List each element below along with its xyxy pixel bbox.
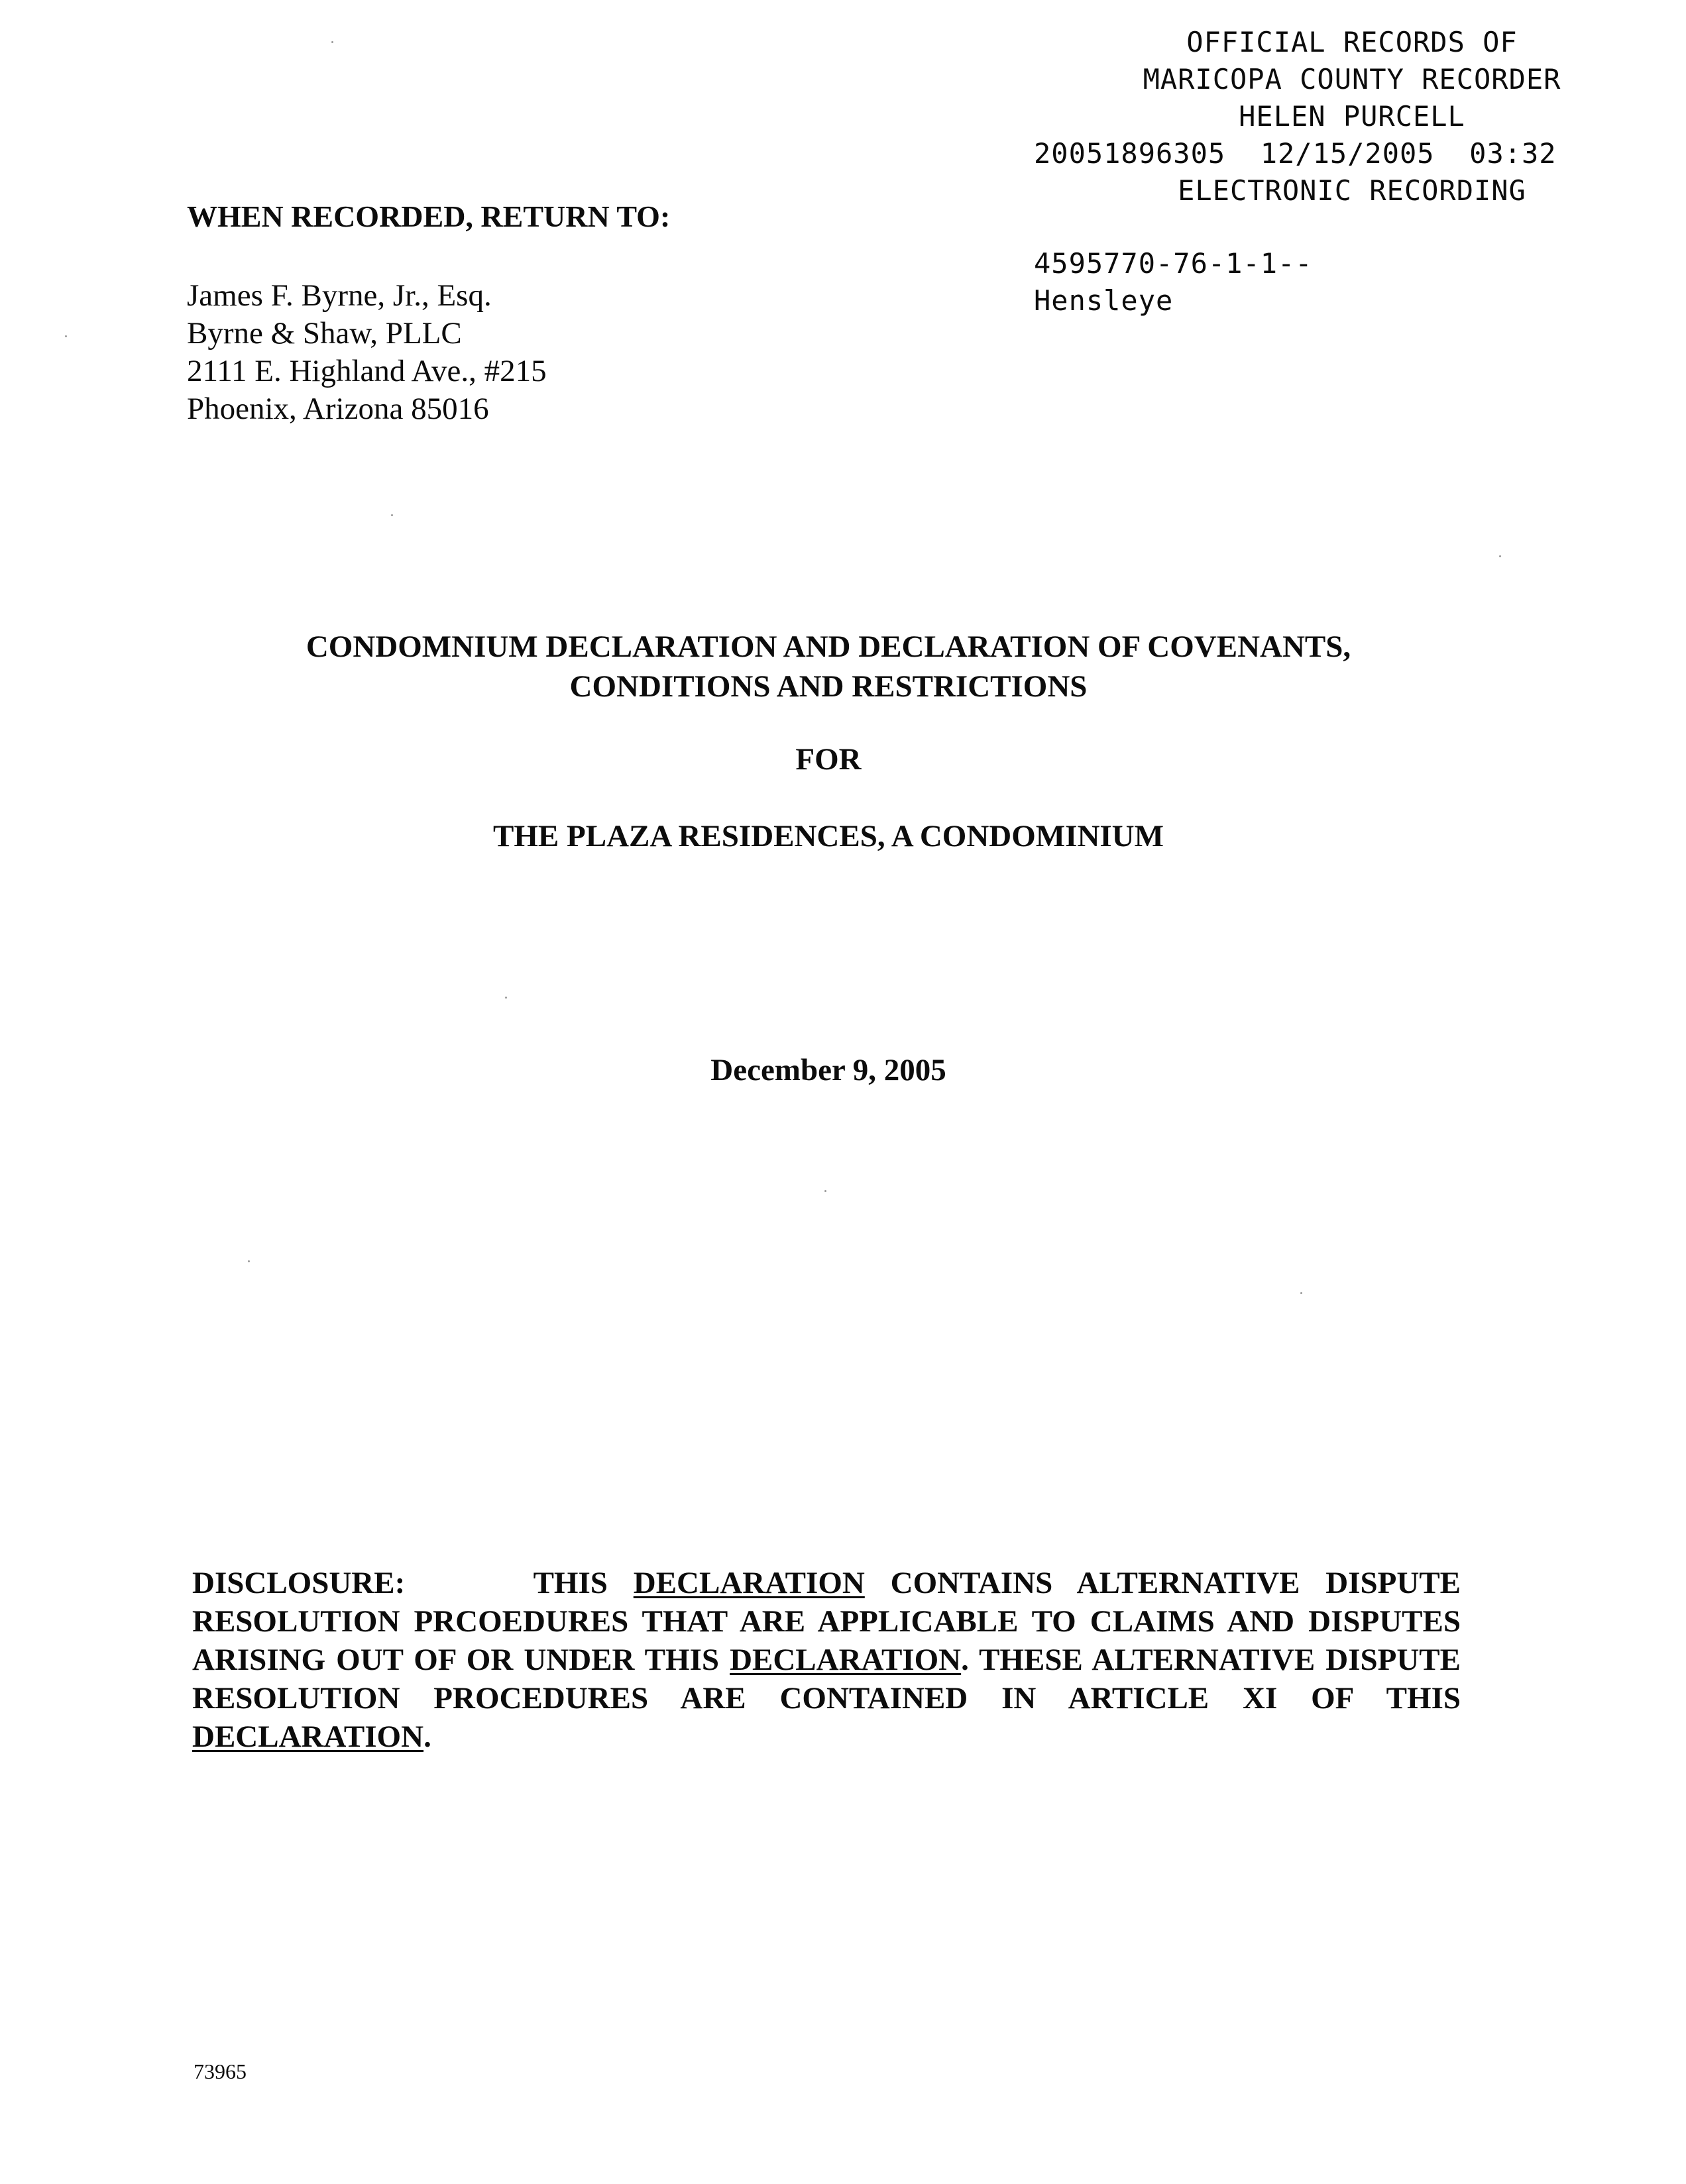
recording-number-line: 20051896305 12/15/2005 03:32 [1034,137,1557,170]
stamp-line: MARICOPA COUNTY RECORDER [1143,63,1561,95]
scan-speck [65,335,67,337]
disclosure-label: DISCLOSURE: [192,1566,406,1600]
city-state-zip: Phoenix, Arizona 85016 [187,392,489,426]
reference-number: 4595770-76-1-1-- [1034,247,1313,280]
defined-term: DECLARATION [633,1566,865,1600]
return-to-heading: WHEN RECORDED, RETURN TO: [187,199,671,233]
scan-speck [1499,555,1501,557]
scan-speck [1300,1292,1302,1294]
scan-speck [331,41,333,43]
document-number: 73965 [194,2059,247,2083]
stamp-line: OFFICIAL RECORDS OF [1186,26,1518,58]
street-address: 2111 E. Highland Ave., #215 [187,354,547,388]
scan-speck [505,997,507,999]
disclosure-text: . THESE ALTERNATIVE DISPUTE RESOLUTION PROCEDURES ARE CONTAINED IN ARTICLE XI OF THIS [192,1643,1461,1716]
title-for: FOR [795,742,862,777]
disclosure-end: . [423,1720,431,1754]
attorney-name: James F. Byrne, Jr., Esq. [187,278,492,313]
defined-term: DECLARATION [730,1643,962,1677]
stamp-line: ELECTRONIC RECORDING [1178,174,1526,207]
project-name: THE PLAZA RESIDENCES, A CONDOMINIUM [493,819,1164,853]
stamp-line: HELEN PURCELL [1239,100,1465,133]
firm-name: Byrne & Shaw, PLLC [187,316,462,351]
title-line: CONDITIONS AND RESTRICTIONS [569,669,1088,704]
title-line: CONDOMNIUM DECLARATION AND DECLARATION OF COVENANTS, [306,629,1351,664]
scan-speck [824,1190,826,1192]
disclosure-text: CONTAINS ALTERNATIVE DISPUTE RESOLUTION PRCOEDURES THAT ARE APPLICABLE TO CLAIMS AND DISPUTES ARISING OUT OF OR UNDER THIS [192,1566,1461,1677]
return-address [187,277,547,428]
document-title [0,627,1657,706]
recorder-stamp [1034,24,1644,209]
scan-speck [391,514,393,516]
scan-speck [248,1260,250,1262]
defined-term: DECLARATION [192,1720,424,1754]
reference-name: Hensleye [1034,284,1174,317]
recorder-reference [1034,245,1313,319]
disclosure-text: THIS [533,1566,608,1600]
document-date: December 9, 2005 [710,1053,946,1087]
disclosure-paragraph [192,1564,1461,1756]
